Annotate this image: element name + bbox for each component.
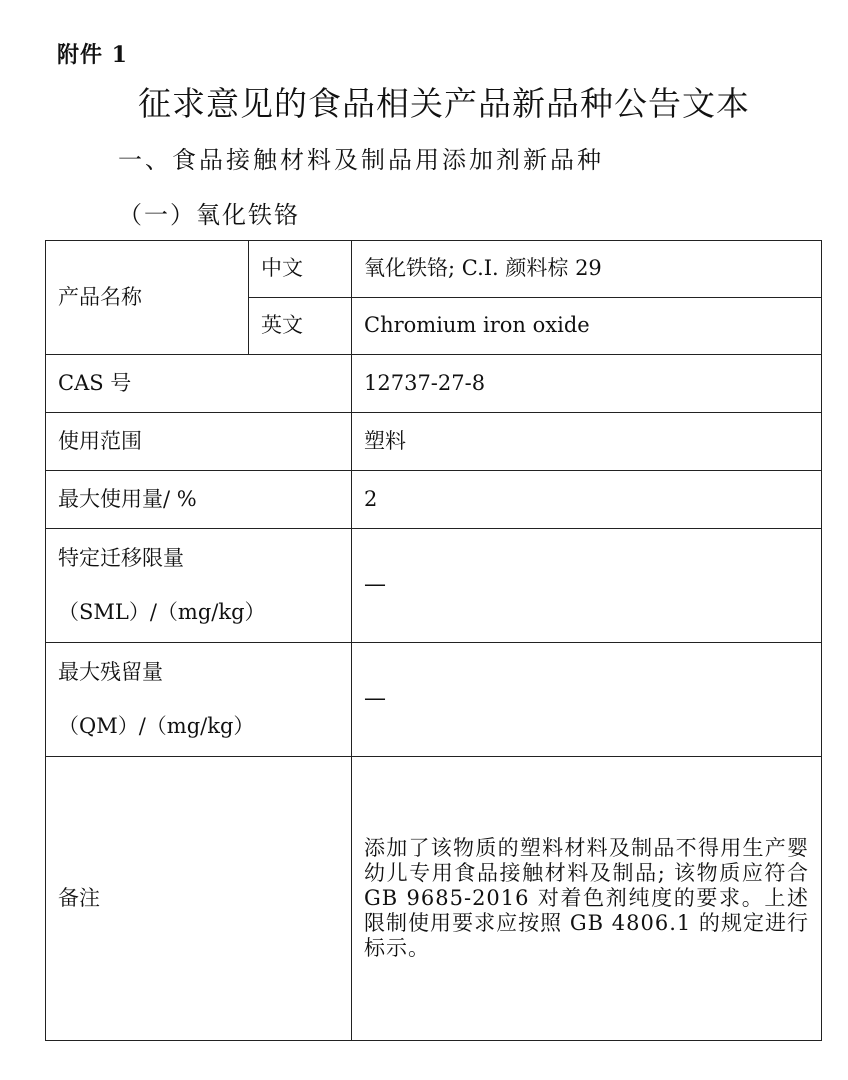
table-row (46, 241, 822, 298)
max-usage-value: 2 (352, 471, 822, 529)
chinese-name-value: 氧化铁铬; C.I. 颜料棕 29 (352, 241, 822, 298)
cas-label: CAS 号 (46, 355, 352, 413)
qm-value: — (352, 643, 822, 757)
product-name-label: 产品名称 (46, 241, 249, 355)
table-row (46, 413, 822, 471)
chinese-name-label: 中文 (249, 241, 352, 298)
qm-label-line2: （QM）/（mg/kg） (58, 713, 255, 738)
scope-label: 使用范围 (46, 413, 352, 471)
document-title: 征求意见的食品相关产品新品种公告文本 (138, 84, 750, 123)
scope-value: 塑料 (352, 413, 822, 471)
table-row (46, 471, 822, 529)
sml-label (46, 529, 352, 643)
table-row (46, 529, 822, 643)
cas-value: 12737-27-8 (352, 355, 822, 413)
table-row (46, 643, 822, 757)
english-name-label: 英文 (249, 298, 352, 355)
section-heading: 一、食品接触材料及制品用添加剂新品种 (118, 146, 604, 174)
remarks-value: 添加了该物质的塑料材料及制品不得用生产婴幼儿专用食品接触材料及制品; 该物质应符合 GB 9685-2016 对着色剂纯度的要求。上述限制使用要求应按照 GB 4806.1 的规定进行标示。 (352, 757, 822, 1041)
subsection-heading: （一）氧化铁铬 (118, 201, 300, 229)
sml-label-line1: 特定迁移限量 (58, 546, 184, 571)
qm-label (46, 643, 352, 757)
table-row (46, 757, 822, 1041)
english-name-value: Chromium iron oxide (352, 298, 822, 355)
qm-label-line1: 最大残留量 (58, 660, 163, 685)
annex-label: 附件 1 (57, 42, 128, 68)
sml-label-line2: （SML）/（mg/kg） (58, 599, 266, 624)
product-spec-table (45, 240, 822, 1041)
table-row (46, 355, 822, 413)
max-usage-label: 最大使用量/ % (46, 471, 352, 529)
remarks-label: 备注 (46, 757, 352, 1041)
sml-value: — (352, 529, 822, 643)
